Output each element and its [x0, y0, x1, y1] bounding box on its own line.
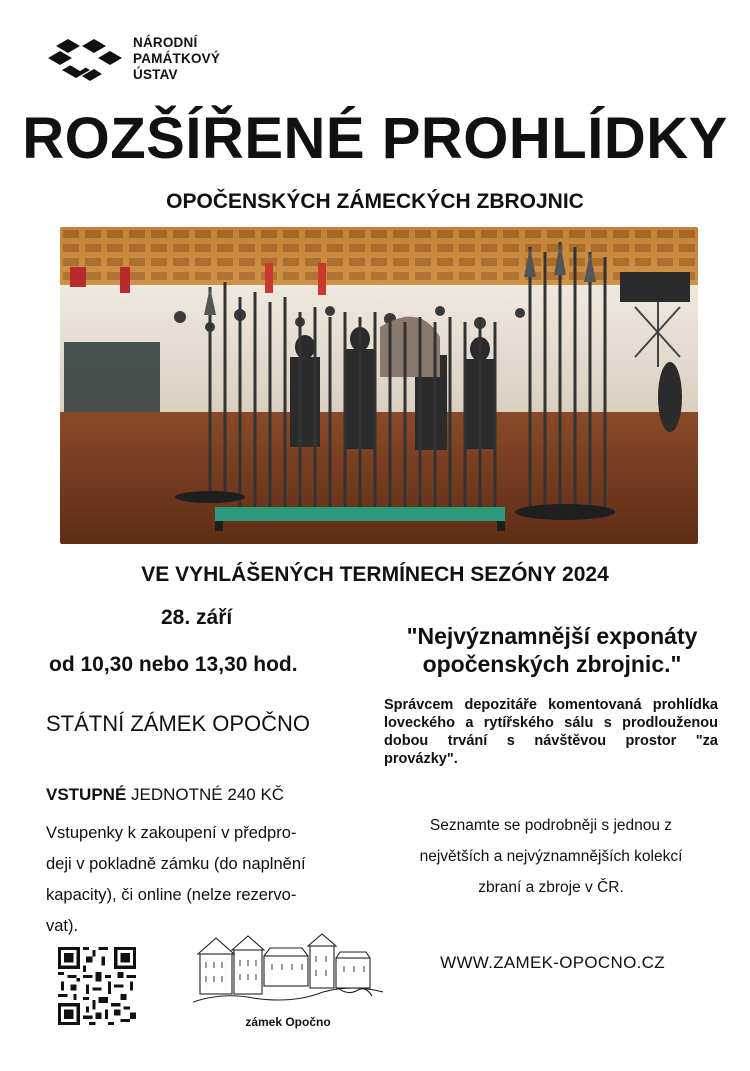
page-title: ROZŠÍŘENÉ PROHLÍDKY	[22, 106, 728, 171]
learn-more-text	[384, 810, 718, 903]
learn-more-line: zbraní a zbroje v ČR.	[478, 879, 624, 896]
website-link[interactable]: WWW.ZAMEK-OPOCNO.CZ	[440, 953, 665, 972]
castle-name: STÁTNÍ ZÁMEK OPOČNO	[46, 711, 311, 736]
learn-more-line: největších a nejvýznamnějších kolekcí	[419, 848, 683, 865]
organization-line: PAMÁTKOVÝ	[133, 51, 221, 66]
castle-sketch	[188, 924, 388, 1010]
ticket-info-line: vat).	[46, 917, 79, 935]
admission-label: VSTUPNÉ	[46, 785, 127, 804]
armory-photo	[60, 227, 698, 544]
organization-line: NÁRODNÍ	[133, 35, 198, 50]
page-subtitle: OPOČENSKÝCH ZÁMECKÝCH ZBROJNIC	[166, 190, 584, 213]
event-time: od 10,30 nebo 13,30 hod.	[49, 653, 298, 676]
admission-value: JEDNOTNÉ 240 KČ	[131, 785, 285, 804]
ticket-info-line: kapacity), či online (nelze rezervo-	[46, 886, 297, 904]
event-date: 28. září	[161, 606, 233, 629]
tour-description: Správcem depozitáře komentovaná prohlídka loveckého a rytířského sálu s prodlouženou dobou trvání s návštěvou prostor "za provázky".	[384, 697, 718, 767]
tour-quote	[372, 622, 732, 678]
qr-code-icon[interactable]	[58, 947, 136, 1025]
admission-price	[46, 785, 284, 805]
organization-line: ÚSTAV	[133, 67, 178, 82]
npu-logo-icon	[46, 36, 126, 84]
learn-more-line: Seznamte se podrobněji s jednou z	[429, 817, 673, 834]
organization-name	[133, 35, 220, 83]
ticket-info-line: Vstupenky k zakoupení v předpro-	[46, 824, 297, 842]
sketch-caption: zámek Opočno	[245, 1015, 331, 1029]
ticket-info-line: deji v pokladně zámku (do naplnění	[46, 855, 306, 873]
season-heading: VE VYHLÁŠENÝCH TERMÍNECH SEZÓNY 2024	[141, 563, 609, 586]
tour-quote-line: "Nejvýznamnější exponáty	[406, 623, 698, 649]
tour-quote-line: opočenských zbrojnic."	[422, 651, 682, 677]
